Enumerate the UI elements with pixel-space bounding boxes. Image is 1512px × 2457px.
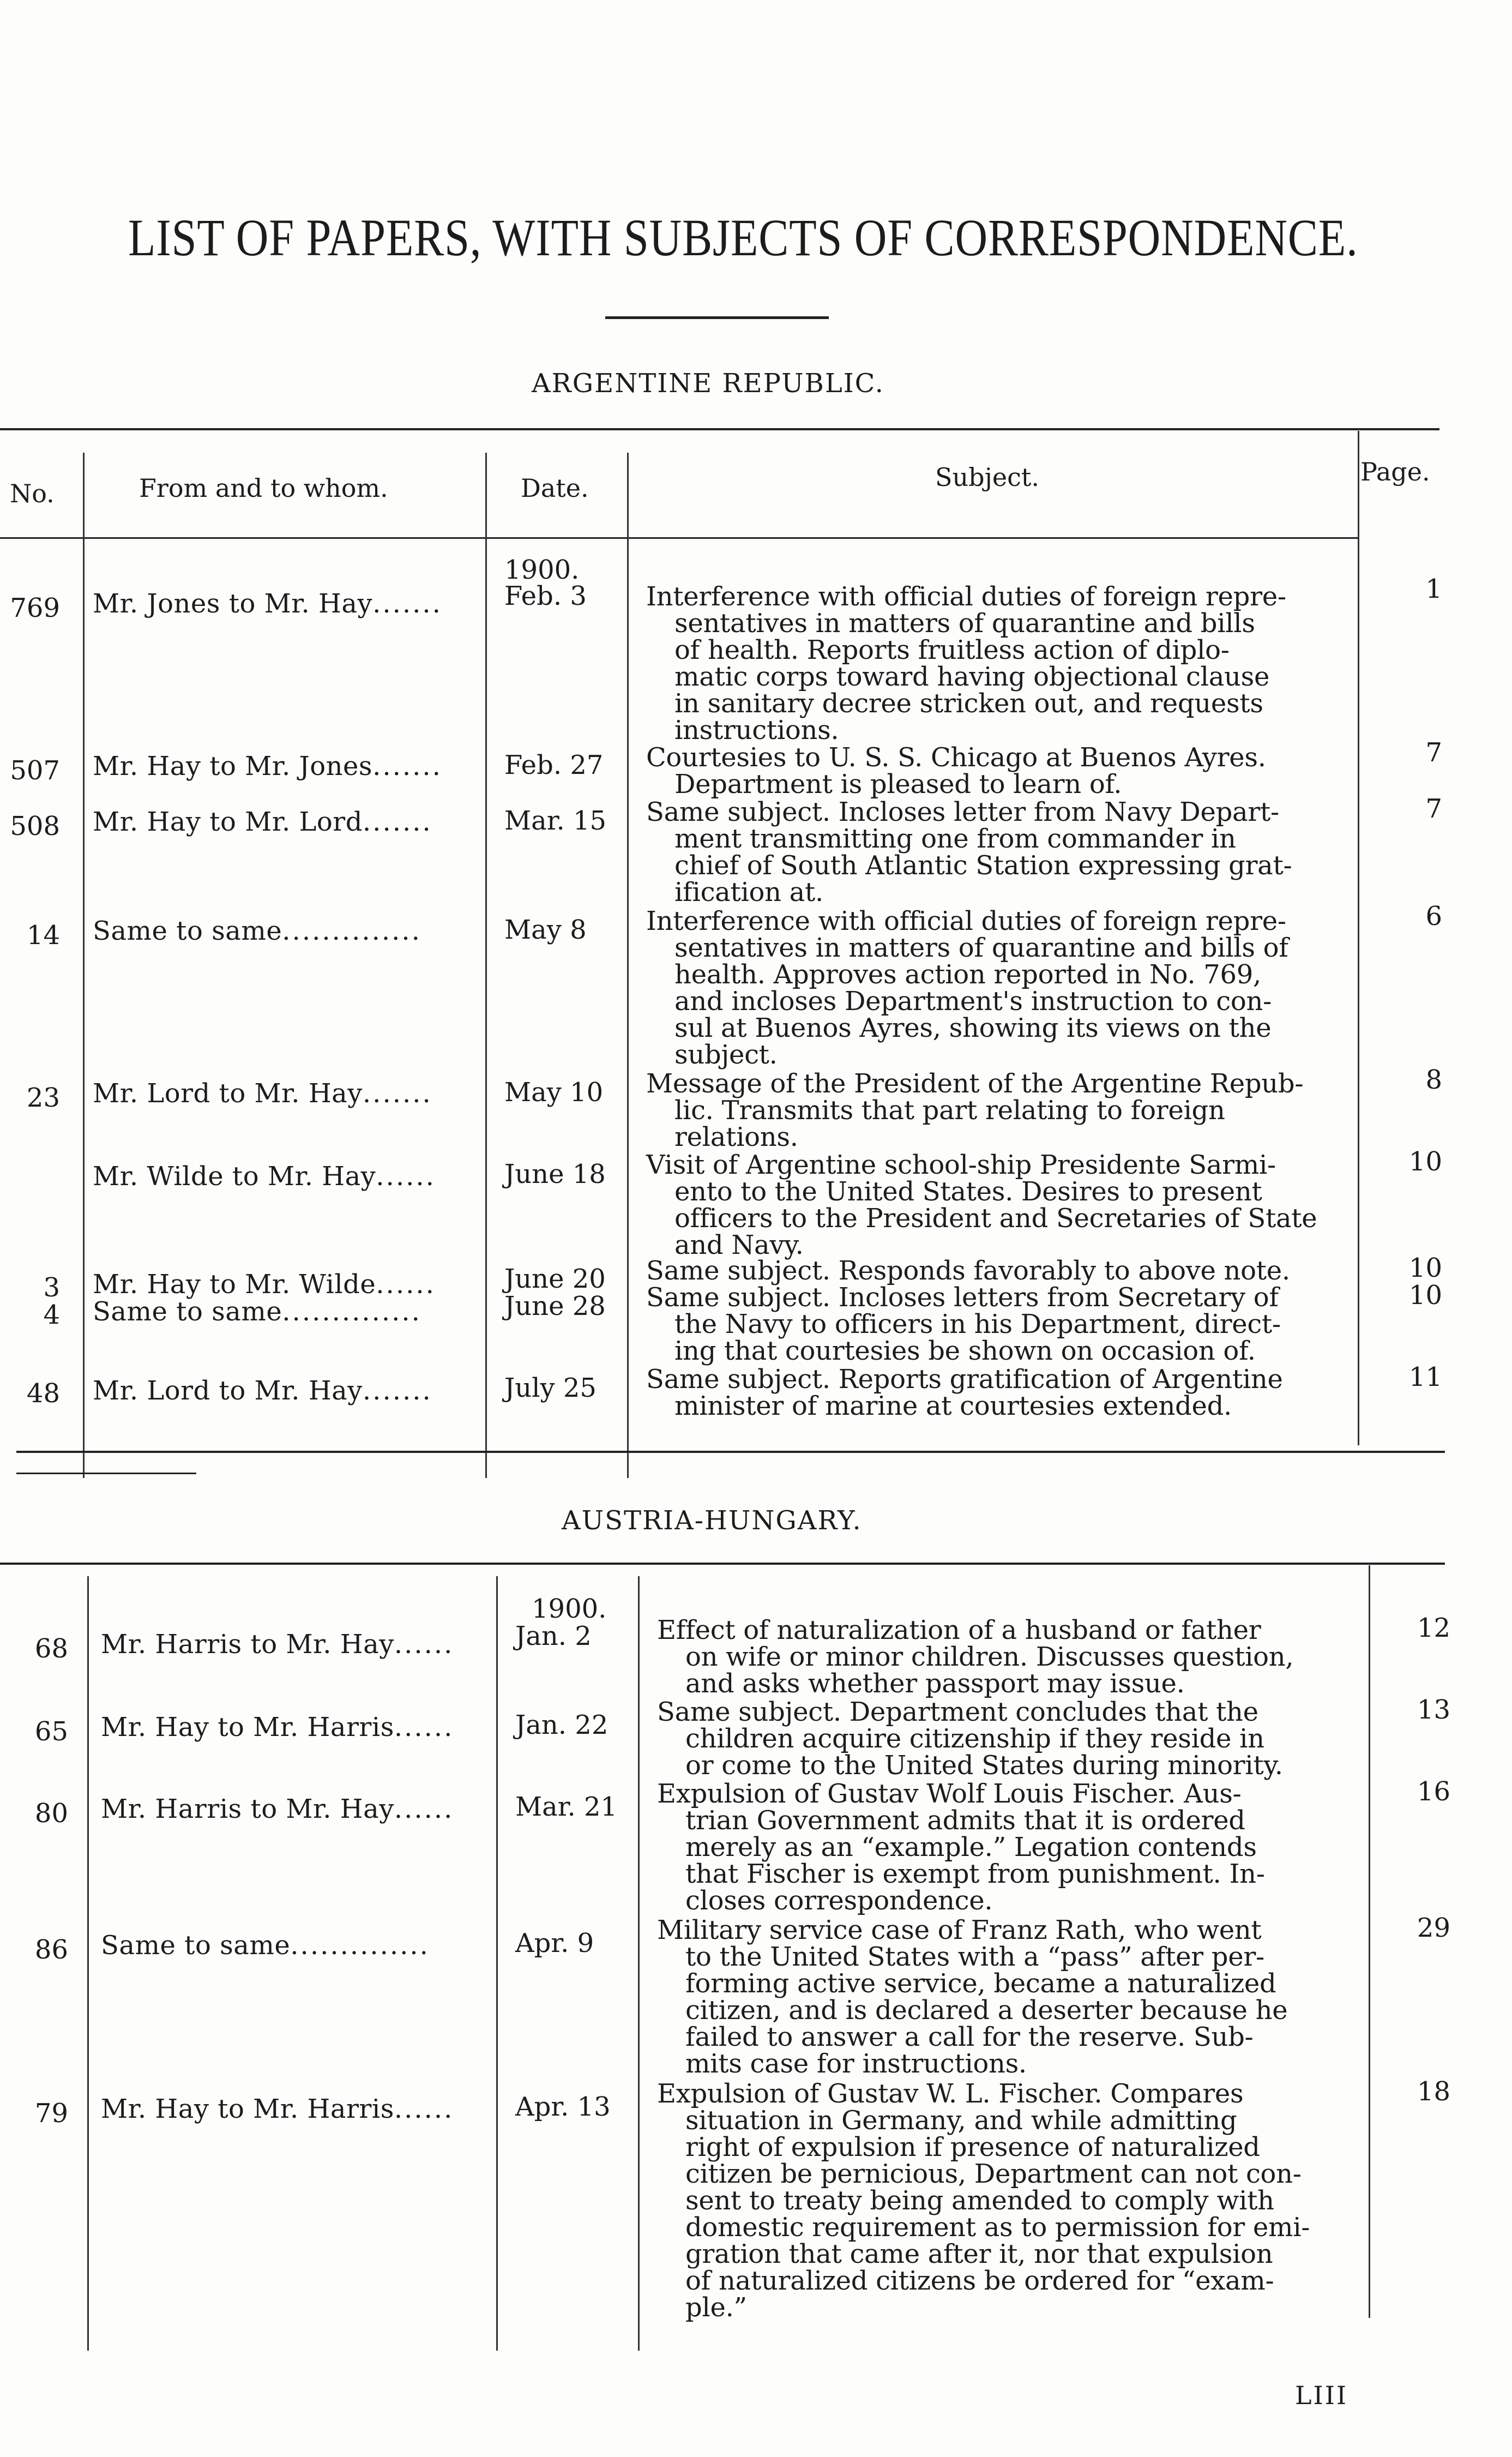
row-page: 12	[1417, 1613, 1450, 1643]
row-page: 1	[1425, 574, 1442, 604]
row-subject: Military service case of Franz Rath, who went to the United States with a “pass” after per- forming active service, became a naturalized citizen, and is declared a deserter because he failed to answer a call for the reserve. Sub- mits case for instructions.	[657, 1915, 1288, 2079]
row-subject: Courtesies to U. S. S. Chicago at Buenos Ayres. Department is pleased to learn of.	[646, 742, 1266, 800]
column-divider	[485, 453, 487, 1478]
row-correspondents: Mr. Hay to Mr. Wilde......	[93, 1269, 436, 1300]
column-divider	[1358, 431, 1359, 1445]
row-subject: Message of the President of the Argentine Repub- lic. Transmits that part relating to foreign relations.	[646, 1068, 1304, 1152]
row-number: 23	[26, 1083, 60, 1113]
row-number: 507	[10, 755, 60, 786]
row-number: 4	[43, 1300, 60, 1330]
row-subject: Interference with official duties of foreign repre- sentatives in matters of quarantine and bills of health. Approves action reported in No. 769, and incloses Department's instruction to con- sul at Buenos Ayres, showing its views on the subject.	[646, 906, 1288, 1070]
title-rule	[605, 316, 829, 319]
row-subject: Same subject. Incloses letter from Navy Depart- ment transmitting one from commander in chief of South Atlantic Station expressing grat- ification at.	[646, 797, 1292, 908]
row-date: Mar. 21	[515, 1792, 618, 1822]
row-page: 13	[1417, 1695, 1450, 1725]
table-bottom-rule-short	[16, 1473, 196, 1474]
row-date: June 20	[504, 1264, 606, 1294]
row-page: 16	[1417, 1776, 1450, 1807]
row-correspondents: Mr. Lord to Mr. Hay.......	[93, 1375, 432, 1406]
row-correspondents: Mr. Hay to Mr. Jones.......	[93, 751, 442, 782]
row-subject: Same subject. Reports gratification of Argentine minister of marine at courtesies extended.	[646, 1364, 1283, 1421]
row-number: 3	[43, 1272, 60, 1303]
row-page: 10	[1408, 1146, 1442, 1177]
row-correspondents: Mr. Hay to Mr. Harris......	[101, 2094, 454, 2124]
row-date: May 10	[504, 1077, 604, 1108]
header-bottom-rule	[0, 537, 1358, 539]
header-date: Date.	[521, 473, 589, 503]
row-correspondents: Mr. Hay to Mr. Lord.......	[93, 807, 432, 837]
row-correspondents: Mr. Wilde to Mr. Hay......	[93, 1161, 436, 1192]
section-title-austria: AUSTRIA-HUNGARY.	[562, 1505, 862, 1536]
row-date: July 25	[504, 1373, 597, 1403]
table-bottom-rule	[16, 1451, 1445, 1453]
row-date: May 8	[504, 915, 587, 945]
row-correspondents: Same to same..............	[101, 1930, 430, 1961]
row-date: Feb. 27	[504, 750, 604, 780]
row-subject: Same subject. Department concludes that the children acquire citizenship if they reside in or come to the United States during minority.	[657, 1697, 1283, 1781]
row-subject: Visit of Argentine school-ship Presidente Sarmi- ento to the United States. Desires to present officers to the President and Secretaries of State and Navy.	[646, 1150, 1317, 1260]
row-page: 7	[1425, 737, 1442, 768]
row-correspondents: Mr. Jones to Mr. Hay.......	[93, 588, 442, 619]
row-date: Jan. 2	[515, 1621, 592, 1651]
column-divider	[627, 453, 629, 1478]
page-title: LIST OF PAPERS, WITH SUBJECTS OF CORRESPONDENCE.	[128, 208, 1358, 267]
row-subject: Same subject. Responds favorably to above note.	[646, 1255, 1290, 1286]
column-divider	[87, 1576, 89, 2351]
header-no: No.	[10, 479, 55, 508]
row-number: 68	[34, 1633, 68, 1664]
row-page: 10	[1408, 1253, 1442, 1283]
column-divider	[83, 453, 85, 1478]
row-page: 11	[1408, 1362, 1442, 1392]
row-correspondents: Mr. Harris to Mr. Hay......	[101, 1629, 454, 1660]
row-number: 508	[10, 811, 60, 842]
row-subject: Effect of naturalization of a husband or father on wife or minor children. Discusses question, and asks whether passport may issue.	[657, 1615, 1294, 1699]
table-top-rule	[0, 428, 1439, 430]
row-date: June 18	[504, 1159, 606, 1190]
header-from: From and to whom.	[139, 473, 388, 503]
row-number: 769	[10, 593, 60, 623]
row-date: Apr. 13	[515, 2092, 611, 2122]
column-divider	[496, 1576, 498, 2351]
row-number: 48	[26, 1378, 60, 1409]
year-label: 1900.	[532, 1594, 607, 1624]
row-number: 14	[26, 920, 60, 951]
row-page: 7	[1425, 794, 1442, 824]
row-number: 80	[34, 1798, 68, 1829]
row-page: 6	[1425, 901, 1442, 932]
table-top-rule	[0, 1563, 1445, 1565]
column-divider	[638, 1576, 640, 2351]
row-date: Mar. 15	[504, 806, 607, 836]
row-page: 8	[1425, 1065, 1442, 1095]
row-subject: Same subject. Incloses letters from Secretary of the Navy to officers in his Department, direct- ing that courtesies be shown on occasion of.	[646, 1282, 1281, 1366]
row-date: Apr. 9	[515, 1928, 594, 1959]
row-correspondents: Same to same..............	[93, 1296, 421, 1327]
header-subject: Subject.	[935, 462, 1039, 492]
section-title-argentine: ARGENTINE REPUBLIC.	[532, 368, 884, 399]
row-number: 79	[34, 2098, 68, 2129]
row-page: 18	[1417, 2076, 1450, 2107]
row-subject: Expulsion of Gustav Wolf Louis Fischer. Aus- trian Government admits that it is ordered merely as an “example.” Legation contends that Fischer is exempt from punishment. In- closes correspondence.	[657, 1779, 1265, 1916]
row-subject: Expulsion of Gustav W. L. Fischer. Compares situation in Germany, and while admitting right of expulsion if presence of naturalized citizen be pernicious, Department can not con- sent to treaty being amended to comply with domestic requirement as to permission for emi- gration that came after it, nor that expulsion of naturalized citizens be ordered for “exam- ple.”	[657, 2078, 1310, 2323]
row-page: 10	[1408, 1280, 1442, 1311]
header-page: Page.	[1360, 457, 1430, 486]
row-number: 65	[34, 1716, 68, 1747]
year-label: 1900.	[504, 555, 580, 585]
row-date: June 28	[504, 1291, 606, 1321]
row-correspondents: Same to same..............	[93, 916, 421, 946]
row-date: Jan. 22	[515, 1710, 609, 1740]
page-number-footer: LIII	[1295, 2381, 1348, 2410]
row-number: 86	[34, 1935, 68, 1965]
row-subject: Interference with official duties of foreign repre- sentatives in matters of quarantine and bills of health. Reports fruitless action of diplo- matic corps toward having objectional clause in sanitary decree stricken out, and requests instructions.	[646, 581, 1286, 746]
row-page: 29	[1417, 1913, 1450, 1943]
column-divider	[1369, 1565, 1370, 2318]
row-date: Feb. 3	[504, 581, 587, 611]
row-correspondents: Mr. Hay to Mr. Harris......	[101, 1712, 454, 1743]
row-correspondents: Mr. Lord to Mr. Hay.......	[93, 1078, 432, 1109]
row-correspondents: Mr. Harris to Mr. Hay......	[101, 1794, 454, 1824]
